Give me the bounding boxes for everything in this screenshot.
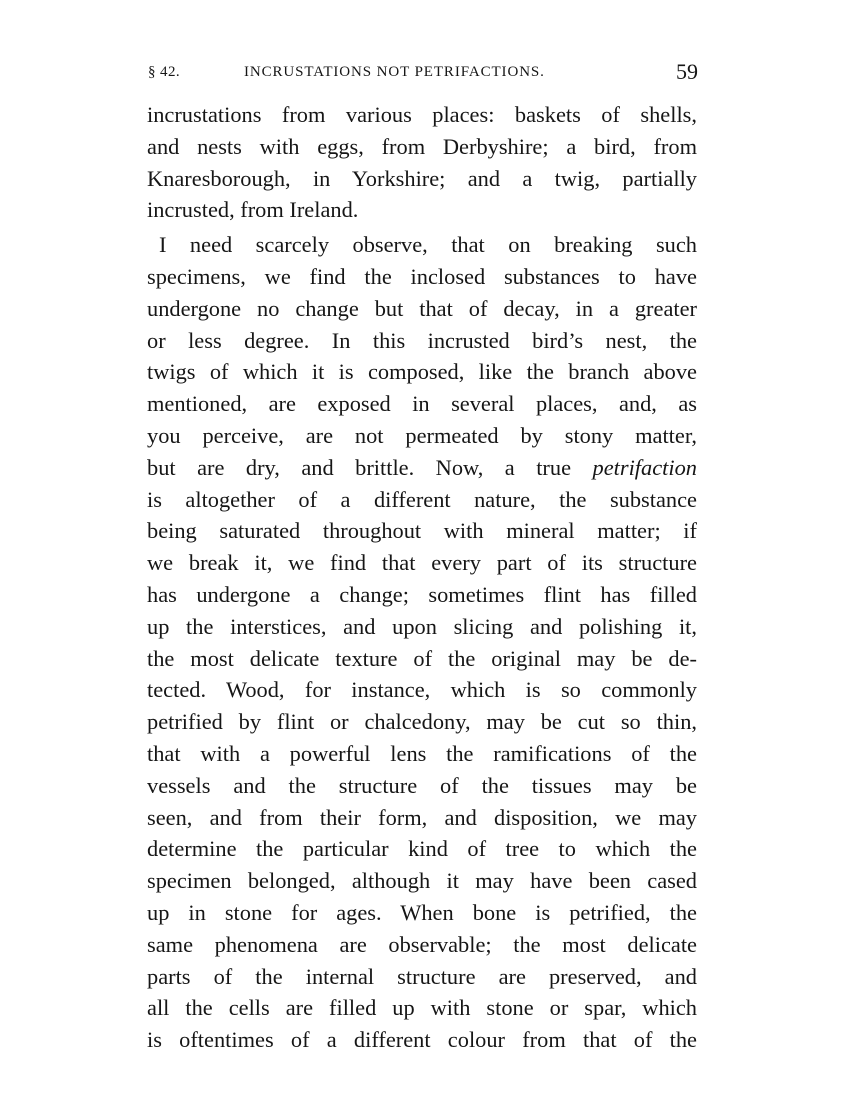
text-line: up the interstices, and upon slicing and polishing it, [147, 613, 697, 639]
text-line: being saturated throughout with mineral matter; if [147, 518, 697, 544]
text-line: Knaresborough, in Yorkshire; and a twig, partially [147, 165, 697, 191]
text-line: is altogether of a different nature, the substance [147, 486, 697, 512]
text-line: I need scarcely observe, that on breaking such [159, 232, 697, 258]
page-number: 59 [676, 59, 698, 84]
text-line: incrusted, from Ireland. [147, 197, 359, 223]
text-line: mentioned, are exposed in several places, and, as [147, 391, 697, 417]
section-number: § 42. [148, 64, 180, 80]
text-line: all the cells are filled up with stone or spar, which [147, 995, 697, 1021]
text-line: the most delicate texture of the original may be de- [147, 645, 697, 671]
paragraph-petrifaction [147, 229, 697, 1056]
text-line: you perceive, are not permeated by stony matter, [147, 422, 697, 448]
text-line: up in stone for ages. When bone is petrified, the [147, 899, 697, 925]
text-line: is oftentimes of a different colour from that of the [147, 1027, 697, 1053]
text-line: that with a powerful lens the ramifications of the [147, 740, 697, 766]
text-line: vessels and the structure of the tissues may be [147, 772, 697, 798]
text-line: and nests with eggs, from Derbyshire; a bird, from [147, 133, 697, 159]
text-line: specimen belonged, although it may have been cased [147, 868, 697, 894]
text-line: specimens, we find the inclosed substances to have [147, 263, 697, 289]
text-line: determine the particular kind of tree to which the [147, 836, 697, 862]
text-line: has undergone a change; sometimes flint has filled [147, 581, 697, 607]
text-line: we break it, we find that every part of its structure [147, 550, 697, 576]
text-line: or less degree. In this incrusted bird’s nest, the [147, 327, 697, 353]
text-line: undergone no change but that of decay, in a greater [147, 295, 697, 321]
text-line: twigs of which it is composed, like the branch above [147, 359, 697, 385]
running-title: INCRUSTATIONS NOT PETRIFACTIONS. [244, 64, 545, 80]
text-line: seen, and from their form, and disposition, we may [147, 804, 697, 830]
text-line: same phenomena are observable; the most delicate [147, 931, 697, 957]
body-text [147, 99, 697, 1056]
text-line: tected. Wood, for instance, which is so commonly [147, 677, 697, 703]
text-line: petrified by flint or chalcedony, may be cut so thin, [147, 709, 697, 735]
text-line: incrustations from various places: baskets of shells, [147, 102, 697, 127]
italic-term: petrifaction [592, 454, 697, 480]
text-line-start: but are dry, and brittle. Now, a true [147, 454, 572, 480]
running-header [148, 59, 698, 86]
paragraph-continued [147, 99, 697, 226]
text-line-with-italic [147, 452, 697, 484]
text-line: parts of the internal structure are preserved, and [147, 963, 697, 989]
